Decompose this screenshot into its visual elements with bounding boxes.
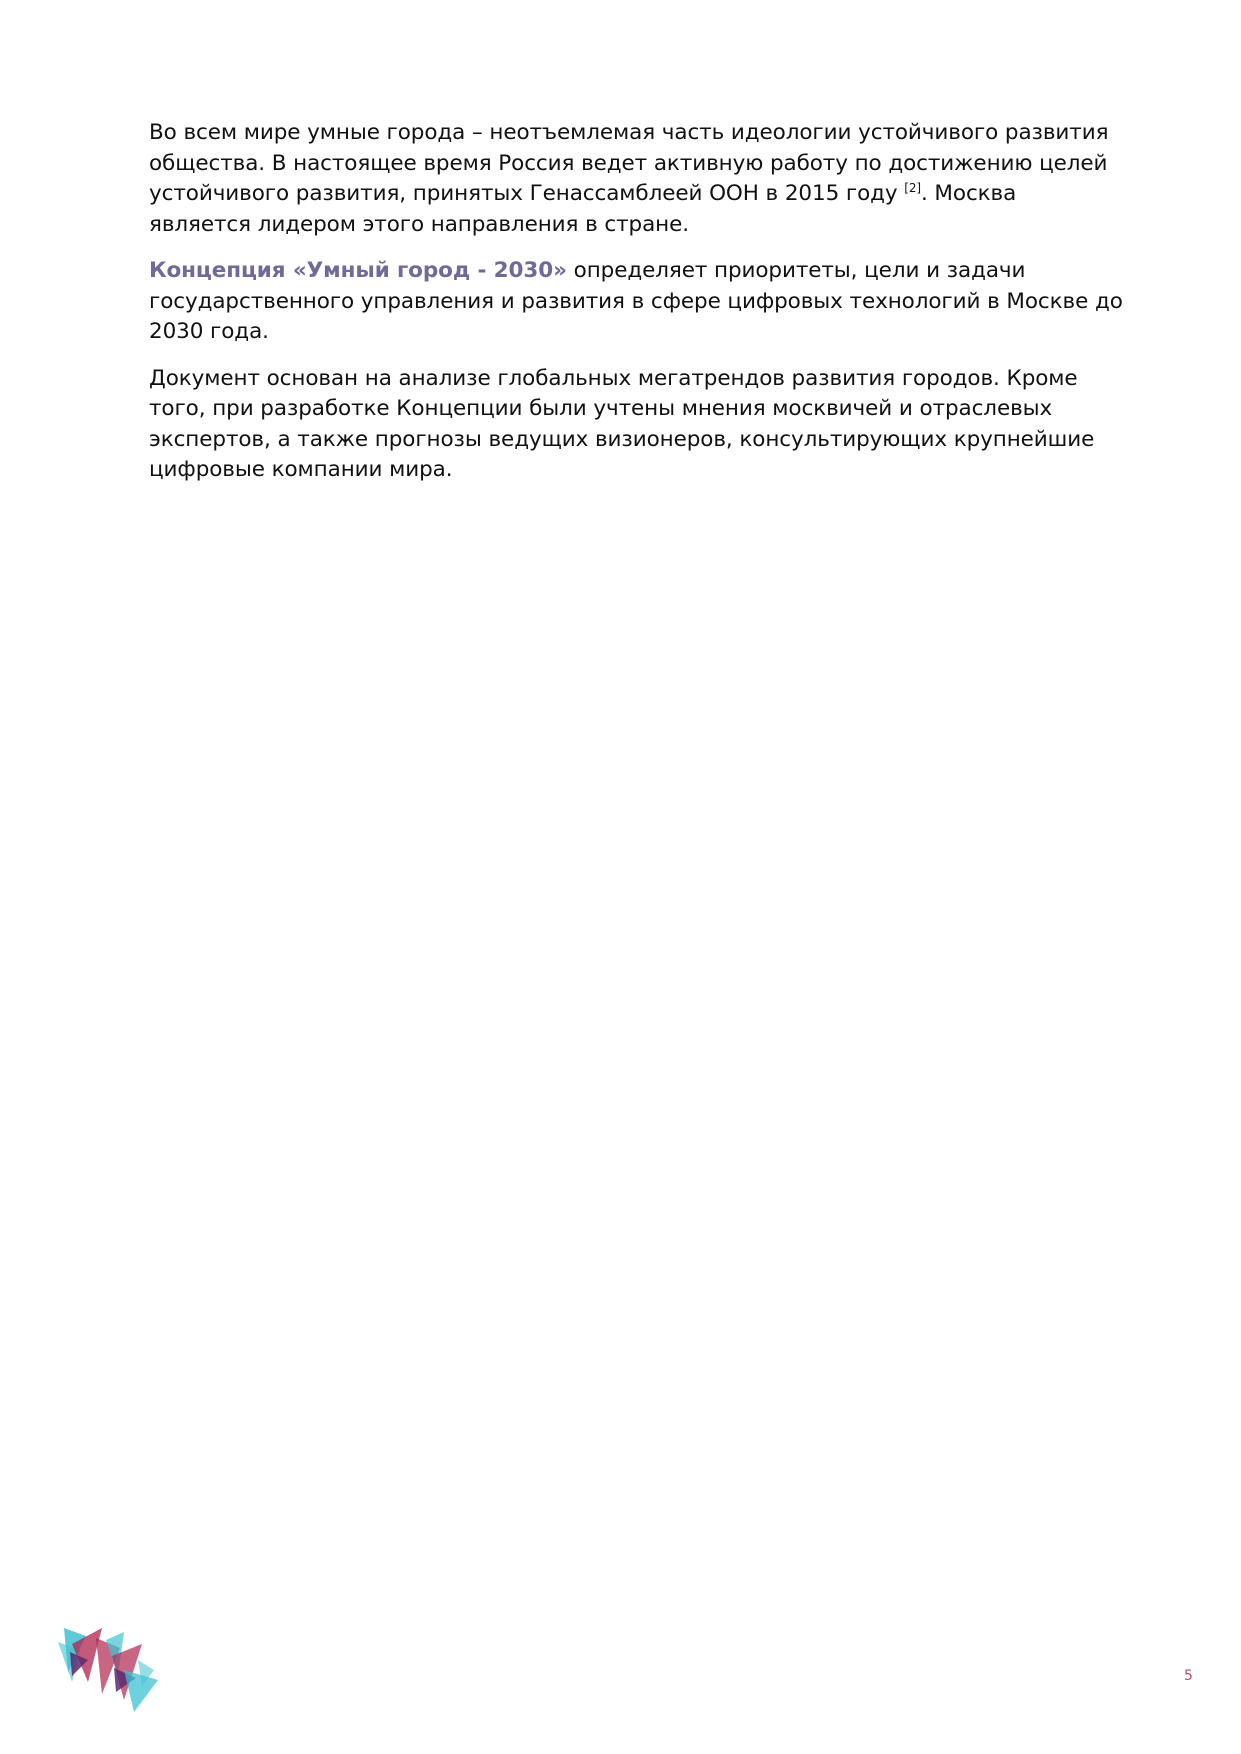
moscow-smart-city-logo-icon [58, 1620, 162, 1712]
paragraph-basis-text: Документ основан на анализе глобальных мегатрендов развития городов. Кроме того, при разработке Концепции были учтены мнения москвичей и отраслевых экспертов, а также прогнозы ведущих визионеров, консультирующих крупнейшие цифровые компании мира. [149, 365, 1095, 482]
paragraph-intro-text: Во всем мире умные города – неотъемлемая часть идеологии устойчивого развития общества. В настоящее время Россия ведет активную работу по достижению целей устойчивого развития, принятых Генассамблеей ООН в 2015 году [149, 120, 1109, 206]
main-content [149, 118, 1124, 502]
concept-title-highlight: Концепция «Умный город - 2030» [149, 258, 567, 283]
footnote-reference[interactable]: [2] [904, 180, 921, 195]
paragraph-concept-text: определяет приоритеты, цели и задачи государственного управления и развития в сфере цифровых технологий в Москве до 2030 года. [149, 258, 1123, 344]
page-number: 5 [1184, 1668, 1193, 1684]
paragraph-basis [149, 364, 1124, 486]
paragraph-intro-text-end: . Москва является лидером этого направления в стране. [149, 181, 1017, 237]
paragraph-intro [149, 118, 1124, 240]
paragraph-concept [149, 256, 1124, 348]
